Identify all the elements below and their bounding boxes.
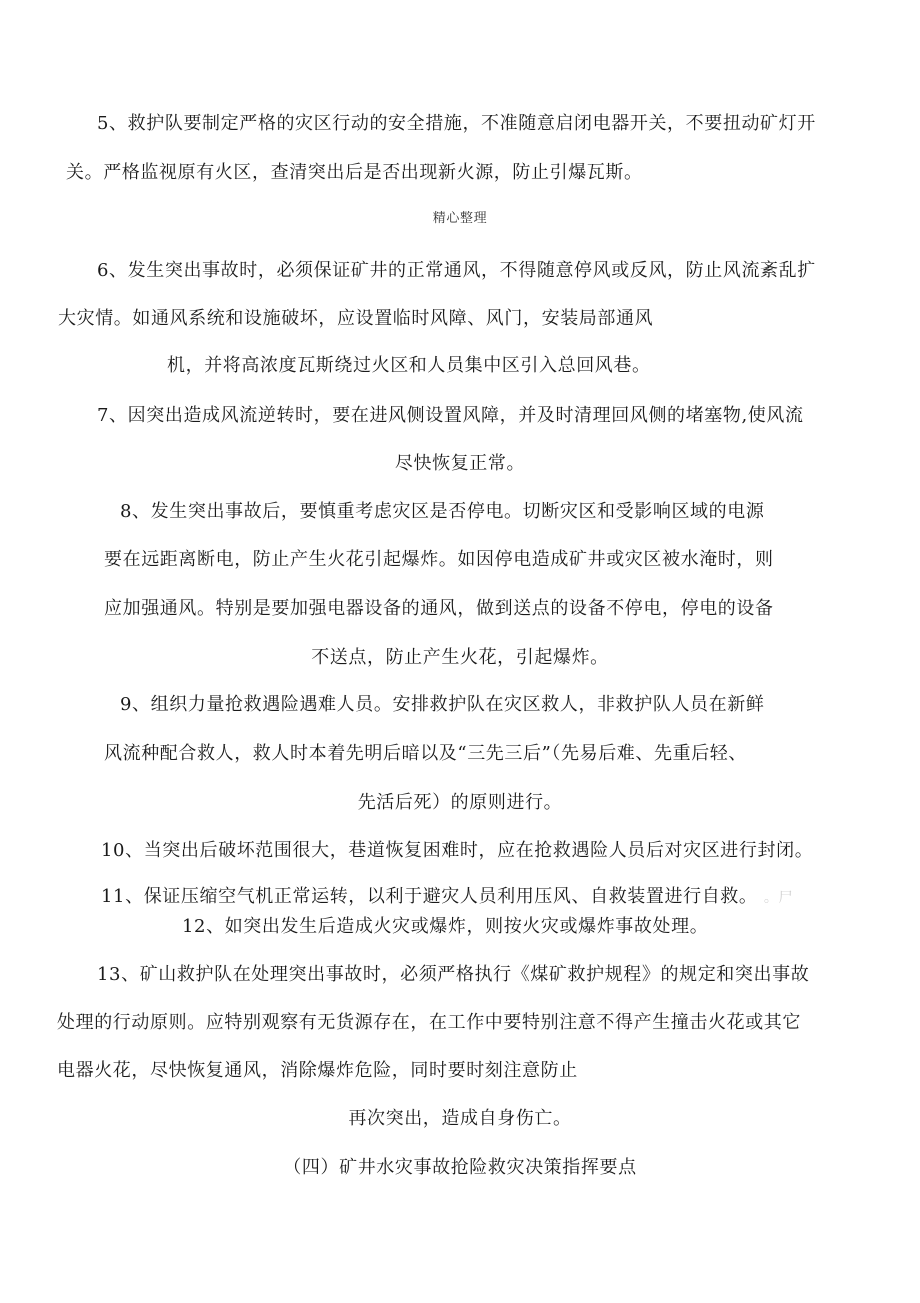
paragraph-9-line-2: 风流种配合救人，救人时本着先明后暗以及“三先三后”（先易后难、先重后轻、 — [104, 743, 748, 764]
paragraph-13-line-3: 电器火花，尽快恢复通风，消除爆炸危险，同时要时刻注意防止 — [57, 1060, 578, 1081]
paragraph-8-line-2: 要在远距离断电，防止产生火花引起爆炸。如因停电造成矿井或灾区被水淹时，则 — [104, 549, 774, 570]
paragraph-7-line-2: 尽快恢复正常。 — [394, 453, 526, 474]
paragraph-12: 12、如突出发生后造成火灾或爆炸，则按火灾或爆炸事故处理。 — [182, 916, 709, 937]
section-heading: （四）矿井水灾事故抢险救灾决策指挥要点 — [283, 1157, 637, 1178]
paragraph-7-line-1: 7、因突出造成风流逆转时，要在进风侧设置风障，并及时清理回风侧的堵塞物,使风流 — [97, 405, 804, 426]
paragraph-10: 10、当突出后破坏范围很大，巷道恢复困难时，应在抢救遇险人员后对灾区进行封闭。 — [101, 840, 814, 861]
header-note: 精心整理 — [432, 211, 488, 226]
paragraph-5-line-1: 5、救护队要制定严格的灾区行动的安全措施，不准随意启闭电器开关，不要扭动矿灯开 — [97, 113, 816, 134]
paragraph-9-line-3: 先活后死）的原则进行。 — [357, 792, 563, 813]
paragraph-8-line-1: 8、发生突出事故后，要慎重考虑灾区是否停电。切断灾区和受影响区域的电源 — [120, 501, 765, 522]
paragraph-9-line-1: 9、组织力量抢救遇险遇难人员。安排救护队在灾区救人，非救护队人员在新鲜 — [120, 694, 765, 715]
paragraph-13-line-4: 再次突出，造成自身伤亡。 — [348, 1108, 572, 1129]
paragraph-5-line-2: 关。严格监视原有火区，查清突出后是否出现新火源，防止引爆瓦斯。 — [66, 162, 643, 183]
paragraph-11-text: 11、保证压缩空气机正常运转，以利于避灾人员利用压风、自救装置进行自救。 — [101, 886, 758, 907]
paragraph-8-line-3: 应加强通风。特别是要加强电器设备的通风，做到送点的设备不停电，停电的设备 — [104, 598, 774, 619]
paragraph-6-line-2: 大灾情。如通风系统和设施破坏，应设置临时风障、风门，安装局部通风 — [58, 308, 654, 329]
paragraph-6-line-3: 机，并将高浓度瓦斯绕过火区和人员集中区引入总回风巷。 — [167, 355, 651, 376]
paragraph-13-line-2: 处理的行动原则。应特别观察有无货源存在，在工作中要特别注意不得产生撞击火花或其它 — [57, 1012, 801, 1033]
scan-artifact-mark: 。尸 — [763, 890, 794, 906]
paragraph-11 — [101, 884, 793, 911]
paragraph-13-line-1: 13、矿山救护队在处理突出事故时，必须严格执行《煤矿救护规程》的规定和突出事故 — [97, 964, 810, 985]
paragraph-8-line-4: 不送点，防止产生火花，引起爆炸。 — [311, 647, 609, 668]
paragraph-6-line-1: 6、发生突出事故时，必须保证矿井的正常通风，不得随意停风或反风，防止风流紊乱扩 — [97, 260, 816, 281]
